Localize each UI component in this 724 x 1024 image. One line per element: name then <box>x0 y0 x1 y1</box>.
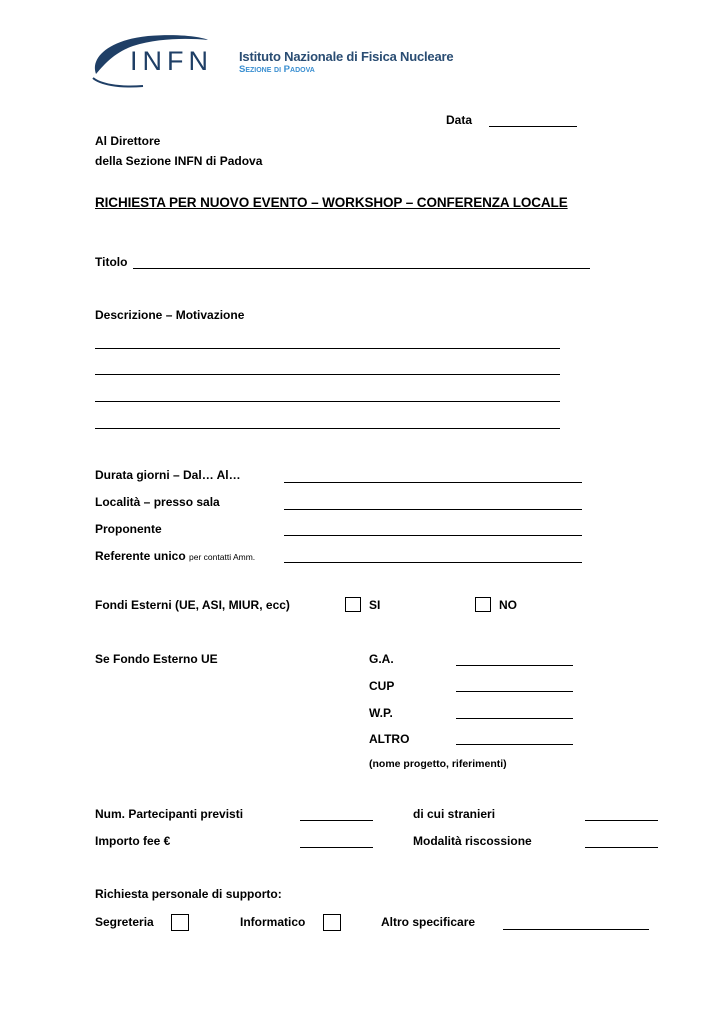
referente-label <box>95 549 255 564</box>
wp-field[interactable] <box>456 718 573 719</box>
institute-name: Istituto Nazionale di Fisica Nucleare <box>239 49 454 64</box>
altro-field[interactable] <box>456 744 573 745</box>
fee-label: Importo fee € <box>95 834 171 848</box>
num-partecipanti-field[interactable] <box>300 820 373 821</box>
ga-label: G.A. <box>369 652 394 666</box>
titolo-field[interactable] <box>133 268 590 269</box>
durata-field[interactable] <box>284 482 582 483</box>
wp-label: W.P. <box>369 706 393 720</box>
riscossione-label: Modalità riscossione <box>413 834 532 848</box>
fondi-label: Fondi Esterni (UE, ASI, MIUR, ecc) <box>95 598 290 612</box>
descrizione-label: Descrizione – Motivazione <box>95 308 245 322</box>
section-name: Sezione di Padova <box>239 64 315 75</box>
cup-field[interactable] <box>456 691 573 692</box>
supporto-label: Richiesta personale di supporto: <box>95 887 282 901</box>
fondi-no-label: NO <box>499 598 517 612</box>
riscossione-field[interactable] <box>585 847 658 848</box>
ga-field[interactable] <box>456 665 573 666</box>
infn-logo <box>88 28 228 92</box>
altro-specificare-field[interactable] <box>503 929 649 930</box>
date-label: Data <box>446 113 473 127</box>
altro-label: ALTRO <box>369 732 410 746</box>
fee-field[interactable] <box>300 847 373 848</box>
localita-field[interactable] <box>284 509 582 510</box>
descrizione-field-line[interactable] <box>95 374 560 375</box>
fondi-no-checkbox[interactable] <box>475 597 491 612</box>
infn-logo-letters: INFN <box>130 46 213 76</box>
segreteria-checkbox[interactable] <box>171 914 189 931</box>
date-field[interactable] <box>489 126 577 127</box>
descrizione-field-line[interactable] <box>95 428 560 429</box>
referente-label-text: Referente unico <box>95 549 186 563</box>
informatico-label: Informatico <box>240 915 306 929</box>
altro-specificare-label: Altro specificare <box>381 915 476 929</box>
stranieri-label: di cui stranieri <box>413 807 496 821</box>
cup-label: CUP <box>369 679 395 693</box>
durata-label: Durata giorni – Dal… Al… <box>95 468 241 482</box>
addressee-line1: Al Direttore <box>95 134 161 148</box>
titolo-label: Titolo <box>95 255 128 269</box>
localita-label: Località – presso sala <box>95 495 220 509</box>
descrizione-field-line[interactable] <box>95 401 560 402</box>
form-title: RICHIESTA PER NUOVO EVENTO – WORKSHOP – CONFERENZA LOCALE <box>95 195 568 210</box>
informatico-checkbox[interactable] <box>323 914 341 931</box>
fondi-si-label: SI <box>369 598 381 612</box>
referente-field[interactable] <box>284 562 582 563</box>
altro-note: (nome progetto, riferimenti) <box>369 758 507 770</box>
num-partecipanti-label: Num. Partecipanti previsti <box>95 807 244 821</box>
addressee-line2: della Sezione INFN di Padova <box>95 154 263 168</box>
fondo-ue-label: Se Fondo Esterno UE <box>95 652 218 666</box>
segreteria-label: Segreteria <box>95 915 154 929</box>
stranieri-field[interactable] <box>585 820 658 821</box>
proponente-label: Proponente <box>95 522 162 536</box>
proponente-field[interactable] <box>284 535 582 536</box>
referente-note: per contatti Amm. <box>189 552 256 562</box>
fondi-si-checkbox[interactable] <box>345 597 361 612</box>
descrizione-field-line[interactable] <box>95 348 560 349</box>
